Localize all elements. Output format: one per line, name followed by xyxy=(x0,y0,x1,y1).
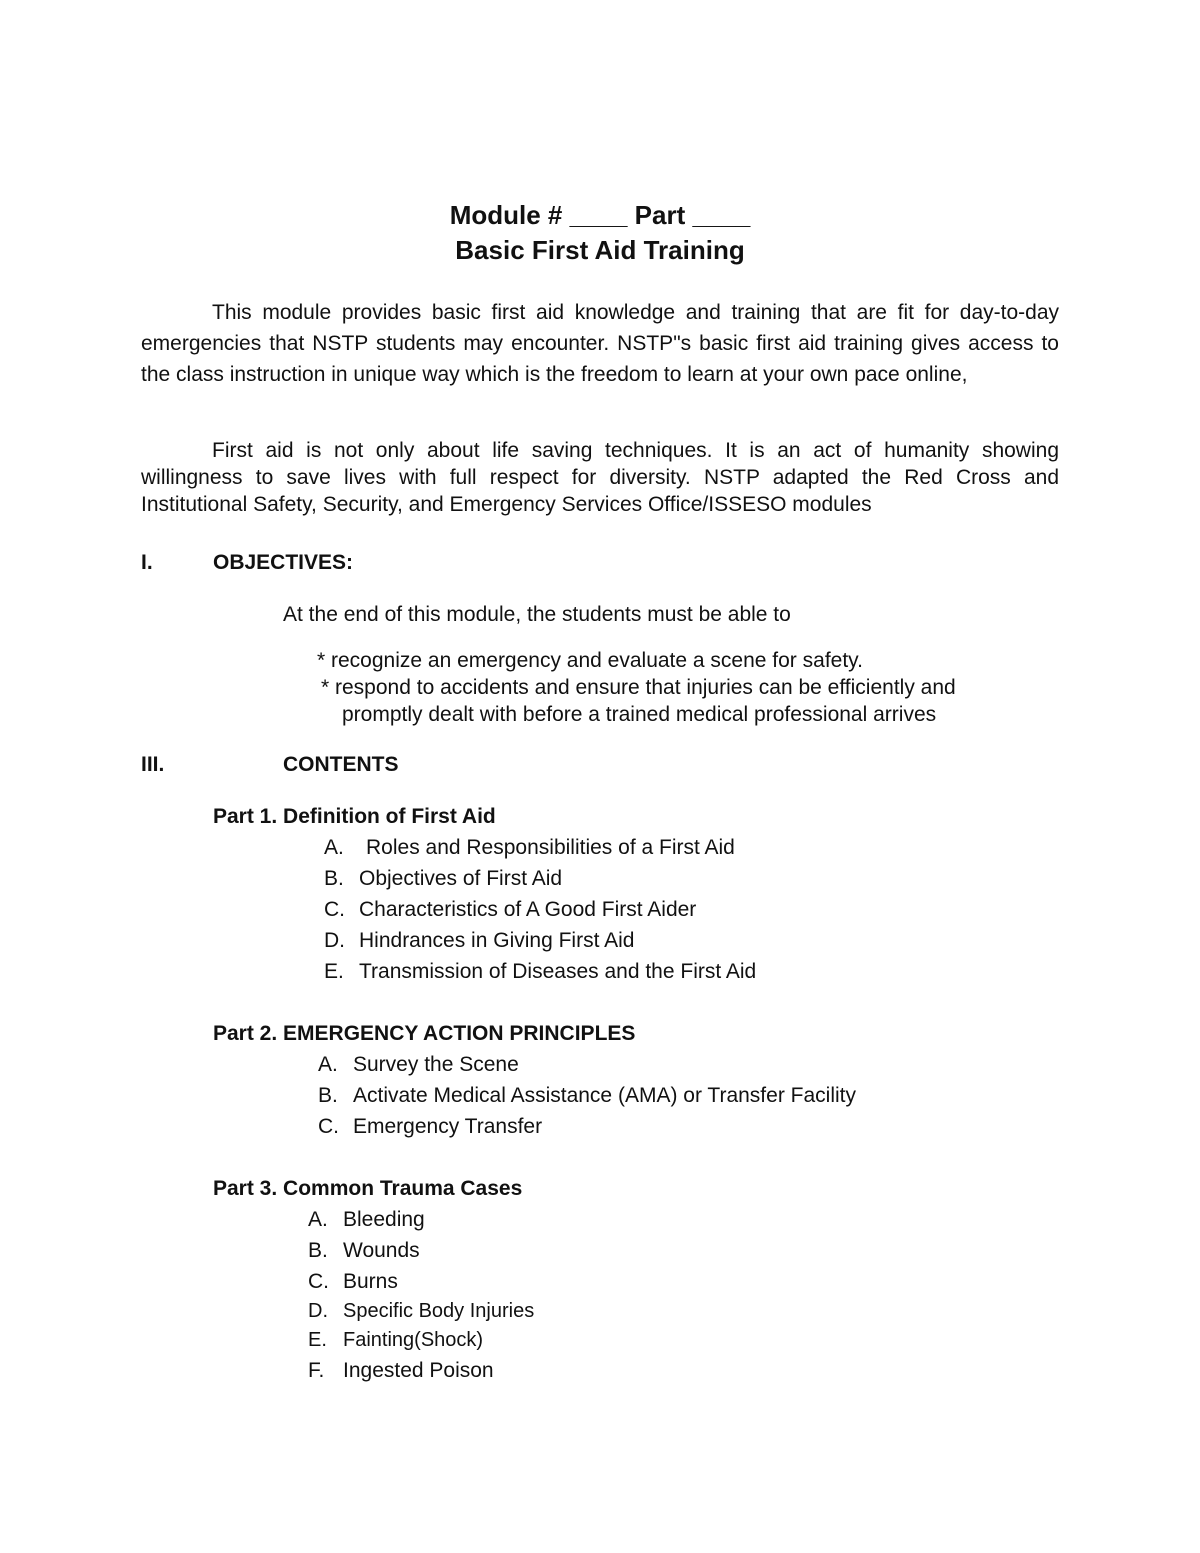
list-letter: B. xyxy=(324,867,344,890)
list-text: Burns xyxy=(343,1270,398,1293)
objectives-lead: At the end of this module, the students must be able to xyxy=(283,603,791,626)
objective-item-2-cont: promptly dealt with before a trained medical professional arrives xyxy=(342,703,937,726)
intro-paragraph-1: This module provides basic first aid knowledge and training that are fit for day-to-day emergencies that NSTP students may encounter. NSTP"s basic first aid training gives access to the class instruction in unique way which is the freedom to learn at your own pace online, xyxy=(141,301,1059,386)
list-letter: C. xyxy=(318,1115,339,1138)
part-1-title: Part 1. Definition of First Aid xyxy=(213,805,496,828)
list-item xyxy=(324,958,756,986)
list-letter: D. xyxy=(308,1300,328,1322)
list-text: Fainting(Shock) xyxy=(343,1329,484,1351)
list-letter: E. xyxy=(324,960,344,983)
list-letter: C. xyxy=(308,1270,329,1293)
list-letter: E. xyxy=(308,1329,327,1351)
list-text: Characteristics of A Good First Aider xyxy=(359,898,697,921)
list-item xyxy=(308,1326,483,1354)
list-letter: B. xyxy=(308,1239,328,1262)
part-2-title: Part 2. EMERGENCY ACTION PRINCIPLES xyxy=(213,1022,636,1045)
list-letter: D. xyxy=(324,929,345,952)
module-title: Module # ____ Part ____ xyxy=(449,200,751,230)
list-text: Transmission of Diseases and the First Aid xyxy=(359,960,757,983)
list-text: Emergency Transfer xyxy=(353,1115,543,1138)
list-text: Wounds xyxy=(343,1239,420,1262)
part-3-title: Part 3. Common Trauma Cases xyxy=(213,1177,523,1200)
list-item xyxy=(308,1268,398,1296)
list-item xyxy=(318,1051,519,1079)
list-letter: A. xyxy=(308,1208,328,1231)
list-item xyxy=(318,1113,542,1141)
contents-heading: CONTENTS xyxy=(283,753,399,776)
list-text: Objectives of First Aid xyxy=(359,867,563,890)
list-letter: B. xyxy=(318,1084,338,1107)
list-text: Activate Medical Assistance (AMA) or Transfer Facility xyxy=(353,1084,856,1107)
intro-paragraph-2: First aid is not only about life saving techniques. It is an act of humanity showing willingness to save lives with full respect for diversity. NSTP adapted the Red Cross and Institutional Safety, Security, and Emergency Services Office/ISSESO modules xyxy=(141,439,1059,516)
objectives-numeral: I. xyxy=(141,551,153,574)
list-item xyxy=(308,1206,425,1234)
list-item xyxy=(324,865,562,893)
list-item xyxy=(308,1297,534,1325)
list-letter: A. xyxy=(324,836,344,859)
list-item xyxy=(318,1082,856,1110)
list-item xyxy=(308,1237,420,1265)
objectives-heading: OBJECTIVES: xyxy=(213,551,354,574)
objective-item-1: * recognize an emergency and evaluate a scene for safety. xyxy=(317,649,863,672)
list-item xyxy=(324,896,696,924)
module-subtitle: Basic First Aid Training xyxy=(455,235,745,265)
list-letter: F. xyxy=(308,1359,325,1382)
list-text: Hindrances in Giving First Aid xyxy=(359,929,635,952)
contents-numeral: III. xyxy=(141,753,165,776)
list-text: Survey the Scene xyxy=(353,1053,519,1076)
list-letter: A. xyxy=(318,1053,338,1076)
list-item xyxy=(324,834,735,862)
list-text: Roles and Responsibilities of a First Aid xyxy=(366,836,735,859)
objective-item-2: * respond to accidents and ensure that injuries can be efficiently and xyxy=(321,676,956,699)
list-item xyxy=(308,1357,494,1385)
list-text: Bleeding xyxy=(343,1208,425,1231)
list-text: Specific Body Injuries xyxy=(343,1300,535,1322)
list-text: Ingested Poison xyxy=(343,1359,494,1382)
list-item xyxy=(324,927,634,955)
list-letter: C. xyxy=(324,898,345,921)
